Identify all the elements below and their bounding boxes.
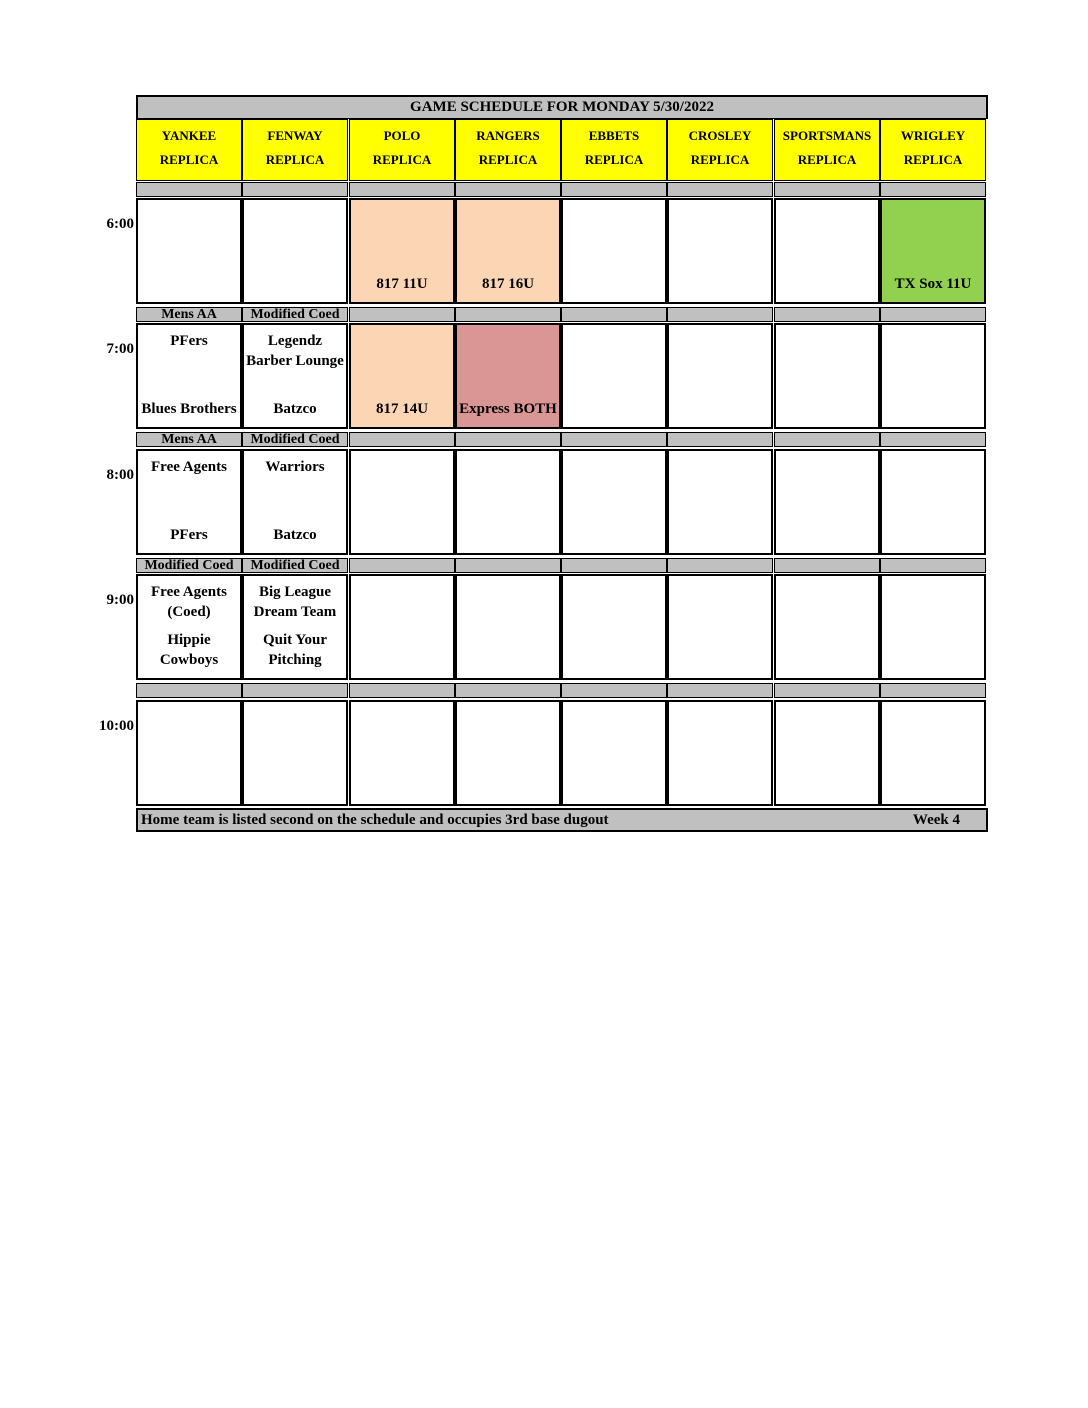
home-team: TX Sox 11U <box>894 276 972 292</box>
division-label <box>561 307 667 322</box>
division-label <box>774 182 880 197</box>
division-label <box>667 182 773 197</box>
field-header <box>349 119 455 181</box>
field-type: REPLICA <box>159 152 219 167</box>
division-label: Mens AA <box>136 307 242 322</box>
game-cell <box>136 700 242 806</box>
field-header <box>455 119 561 181</box>
game-cell <box>242 574 348 680</box>
time-label: 9:00 <box>106 592 134 608</box>
field-name: CROSLEY <box>688 128 752 143</box>
game-cell <box>242 449 348 555</box>
division-label <box>667 432 773 447</box>
game-cell <box>880 323 986 429</box>
home-team: 817 11U <box>376 276 428 292</box>
field-header <box>774 119 880 181</box>
field-type: REPLICA <box>690 152 750 167</box>
division-label <box>349 182 455 197</box>
time-label: 6:00 <box>106 216 134 232</box>
game-cell <box>561 574 667 680</box>
field-name: SPORTSMANS <box>782 128 872 143</box>
division-label <box>774 683 880 698</box>
game-cell <box>136 198 242 304</box>
field-type: REPLICA <box>797 152 857 167</box>
game-cell <box>242 198 348 304</box>
schedule-footer <box>136 808 988 832</box>
field-type: REPLICA <box>478 152 538 167</box>
home-team: 817 14U <box>375 401 429 417</box>
schedule-title: GAME SCHEDULE FOR MONDAY 5/30/2022 <box>136 95 988 119</box>
division-label <box>349 683 455 698</box>
game-cell <box>667 323 773 429</box>
division-label <box>349 307 455 322</box>
game-cell <box>667 574 773 680</box>
game-cell <box>561 198 667 304</box>
division-label <box>774 558 880 573</box>
division-label <box>561 558 667 573</box>
division-label <box>774 432 880 447</box>
division-label <box>667 307 773 322</box>
division-label <box>455 307 561 322</box>
game-cell <box>774 198 880 304</box>
game-cell <box>774 574 880 680</box>
field-type: REPLICA <box>584 152 644 167</box>
schedule-sheet <box>99 95 988 832</box>
field-name: POLO <box>383 128 421 143</box>
field-name: FENWAY <box>267 128 323 143</box>
game-cell <box>136 323 242 429</box>
home-team: Hippie Cowboys <box>159 632 219 668</box>
division-label <box>880 307 986 322</box>
division-label: Modified Coed <box>242 307 348 322</box>
game-cell <box>667 700 773 806</box>
game-cell <box>774 323 880 429</box>
time-label: 7:00 <box>106 341 134 357</box>
division-label: Modified Coed <box>242 558 348 573</box>
visiting-team: Legendz Barber Lounge <box>246 333 344 369</box>
game-cell <box>349 323 455 429</box>
time-label: 8:00 <box>106 467 134 483</box>
game-cell <box>455 700 561 806</box>
game-cell <box>880 700 986 806</box>
division-label <box>242 683 348 698</box>
time-label: 10:00 <box>99 718 134 734</box>
game-cell <box>455 198 561 304</box>
field-name: WRIGLEY <box>900 128 966 143</box>
division-label: Modified Coed <box>242 432 348 447</box>
division-label <box>667 558 773 573</box>
week-label: Week 4 <box>912 812 960 828</box>
field-type: REPLICA <box>372 152 432 167</box>
home-team: PFers <box>170 527 208 543</box>
division-label: Modified Coed <box>136 558 242 573</box>
visiting-team: Warriors <box>265 459 325 475</box>
game-cell <box>880 574 986 680</box>
field-header <box>667 119 773 181</box>
game-cell <box>136 574 242 680</box>
division-label <box>455 683 561 698</box>
division-label <box>349 558 455 573</box>
game-cell <box>455 323 561 429</box>
field-header <box>880 119 986 181</box>
division-label <box>455 558 561 573</box>
game-cell <box>880 198 986 304</box>
field-name: RANGERS <box>476 128 540 143</box>
visiting-team: Free Agents (Coed) <box>151 584 227 620</box>
division-label <box>242 182 348 197</box>
field-header <box>136 119 242 181</box>
field-type: REPLICA <box>265 152 325 167</box>
field-name: YANKEE <box>161 128 217 143</box>
game-cell <box>136 449 242 555</box>
home-team: Quit Your Pitching <box>262 632 328 668</box>
division-label <box>561 683 667 698</box>
game-cell <box>561 700 667 806</box>
game-cell <box>774 700 880 806</box>
field-type: REPLICA <box>903 152 963 167</box>
game-cell <box>667 198 773 304</box>
home-team-note: Home team is listed second on the schedule and occupies 3rd base dugout <box>141 812 609 828</box>
game-cell <box>774 449 880 555</box>
game-cell <box>880 449 986 555</box>
visiting-team: PFers <box>170 333 208 349</box>
division-label <box>561 182 667 197</box>
division-label <box>349 432 455 447</box>
division-label <box>880 558 986 573</box>
home-team: Batzco <box>273 527 317 543</box>
field-header <box>561 119 667 181</box>
game-cell <box>561 323 667 429</box>
division-label <box>880 182 986 197</box>
division-label: Mens AA <box>136 432 242 447</box>
home-team: Blues Brothers <box>141 401 237 417</box>
division-label <box>455 432 561 447</box>
field-header <box>242 119 348 181</box>
game-cell <box>349 700 455 806</box>
division-label <box>136 683 242 698</box>
division-label <box>136 182 242 197</box>
division-label <box>774 307 880 322</box>
visiting-team: Free Agents <box>151 459 227 475</box>
division-label <box>455 182 561 197</box>
division-label <box>880 432 986 447</box>
game-cell <box>349 449 455 555</box>
game-cell <box>242 323 348 429</box>
game-cell <box>242 700 348 806</box>
division-label <box>667 683 773 698</box>
division-label <box>561 432 667 447</box>
home-team: Express BOTH <box>459 401 557 417</box>
game-cell <box>455 449 561 555</box>
game-cell <box>455 574 561 680</box>
game-cell <box>349 574 455 680</box>
game-cell <box>667 449 773 555</box>
home-team: 817 16U <box>481 276 535 292</box>
visiting-team: Big League Dream Team <box>253 584 337 620</box>
home-team: Batzco <box>273 401 317 417</box>
game-cell <box>561 449 667 555</box>
division-label <box>880 683 986 698</box>
game-cell <box>349 198 455 304</box>
field-name: EBBETS <box>588 128 640 143</box>
